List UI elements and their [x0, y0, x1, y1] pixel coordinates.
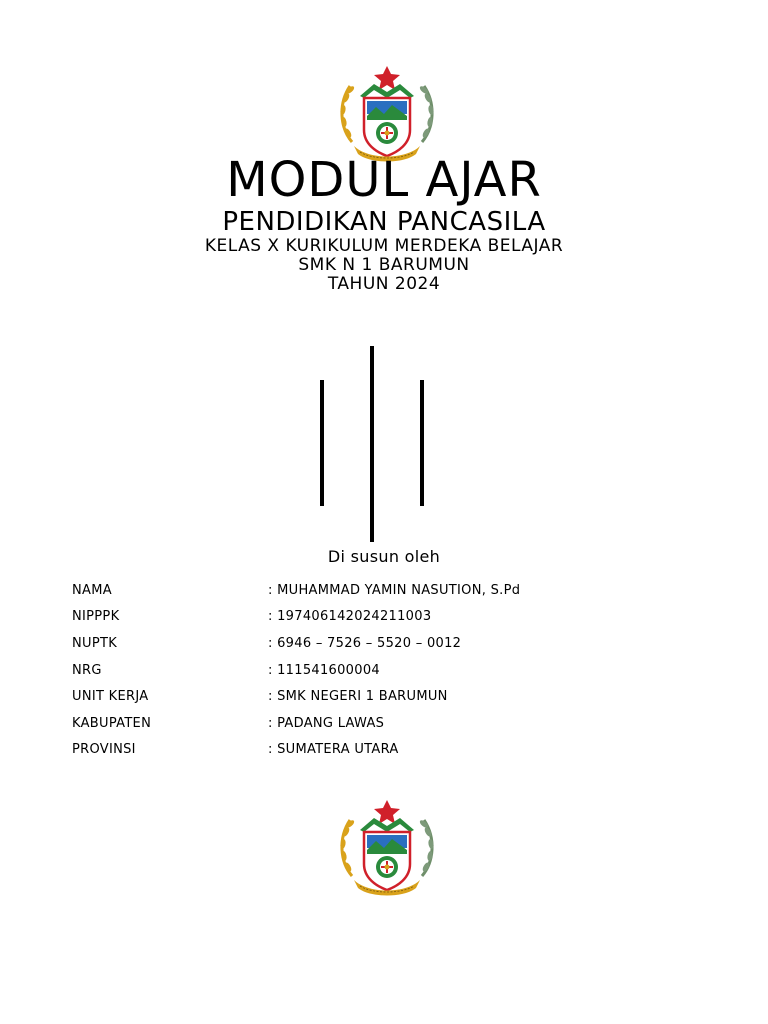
info-label: KABUPATEN [72, 715, 152, 731]
sumatera-utara-emblem-bottom [334, 798, 440, 898]
info-value: : 197406142024211003 [268, 609, 432, 625]
compiled-by-label: Di susun oleh [327, 547, 441, 566]
info-row-nuptk [72, 630, 632, 657]
info-value: : PADANG LAWAS [268, 715, 385, 731]
info-value: : SUMATERA UTARA [268, 742, 399, 758]
document-title: MODUL AJAR [226, 152, 542, 208]
info-row-nrg [72, 657, 632, 684]
info-row-nama [72, 577, 632, 604]
decorative-vertical-lines [310, 340, 440, 550]
info-label: UNIT KERJA [72, 689, 149, 705]
info-label: NUPTK [72, 635, 118, 651]
info-label: PROVINSI [72, 742, 136, 758]
class-line: KELAS X KURIKULUM MERDEKA BELAJAR [204, 236, 564, 256]
info-label: NRG [72, 662, 102, 678]
emblem-graphic [334, 64, 440, 164]
info-label: NIPPPK [72, 609, 120, 625]
sumatera-utara-emblem-top [334, 64, 440, 164]
emblem-graphic [334, 798, 440, 898]
school-line: SMK N 1 BARUMUN [298, 255, 470, 275]
info-value: : SMK NEGERI 1 BARUMUN [268, 689, 448, 705]
subject-title: PENDIDIKAN PANCASILA [222, 207, 546, 237]
info-value: : 111541600004 [268, 662, 380, 678]
info-value: : 6946 – 7526 – 5520 – 0012 [268, 635, 462, 651]
info-row-provinsi [72, 737, 632, 764]
info-value: : MUHAMMAD YAMIN NASUTION, S.Pd [268, 582, 521, 598]
info-row-kabupaten [72, 710, 632, 737]
author-info-table [72, 577, 632, 763]
info-row-unit-kerja [72, 683, 632, 710]
year-line: TAHUN 2024 [327, 274, 441, 294]
info-row-nipppk [72, 604, 632, 631]
info-label: NAMA [72, 582, 112, 598]
